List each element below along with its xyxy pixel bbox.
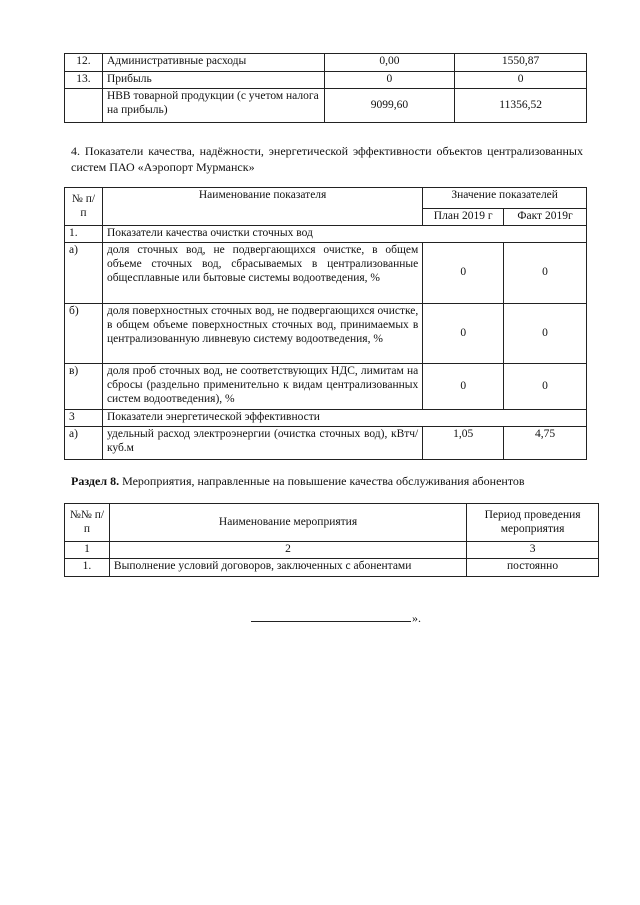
row-name: доля сточных вод, не подвергающихся очистке, в общем объеме сточных вод, сбрасываемых в централизованные общесплавные или бытовые системы водоотведения, % <box>102 243 422 304</box>
row-fact: 0 <box>504 304 587 364</box>
index-row <box>65 542 599 559</box>
col-header-plan: План 2019 г <box>423 209 504 226</box>
col-header-fact: Факт 2019г <box>504 209 587 226</box>
row-number: 12. <box>65 54 103 72</box>
measures-table <box>64 503 599 577</box>
row-number: а) <box>65 427 103 460</box>
table-header-row <box>65 188 587 209</box>
blank-line <box>251 611 411 622</box>
row-number: а) <box>65 243 103 304</box>
row-plan: 0 <box>324 72 455 89</box>
row-period: постоянно <box>467 558 599 576</box>
index-cell: 3 <box>467 542 599 559</box>
closing-line <box>251 611 421 625</box>
group-row <box>65 226 587 243</box>
row-plan: 0 <box>423 304 504 364</box>
table-row <box>65 304 587 364</box>
row-plan: 9099,60 <box>324 89 455 123</box>
group-number: 3 <box>65 410 103 427</box>
row-fact: 11356,52 <box>455 89 587 123</box>
row-name: доля поверхностных сточных вод, не подвергающихся очистке, в общем объеме поверхностных сточных вод, принимаемых в централизованную ливневую систему водоотведения, % <box>102 304 422 364</box>
section-8-label: Раздел 8. <box>71 474 120 488</box>
row-name: НВВ товарной продукции (с учетом налога на прибыль) <box>102 89 324 123</box>
row-number: б) <box>65 304 103 364</box>
col-header-number: №№ п/п <box>65 504 110 542</box>
row-plan: 1,05 <box>423 427 504 460</box>
row-name: Выполнение условий договоров, заключенных с абонентами <box>109 558 466 576</box>
row-number <box>65 89 103 123</box>
table-row <box>65 72 587 89</box>
row-name: удельный расход электроэнергии (очистка сточных вод), кВтч/куб.м <box>102 427 422 460</box>
table-row <box>65 558 599 576</box>
group-title: Показатели качества очистки сточных вод <box>102 226 586 243</box>
row-fact: 0 <box>504 364 587 410</box>
index-cell: 2 <box>109 542 466 559</box>
table-row <box>65 54 587 72</box>
row-fact: 1550,87 <box>455 54 587 72</box>
row-name: доля проб сточных вод, не соответствующих НДС, лимитам на сбросы (раздельно применительно к видам централизованных систем водоотведения), % <box>102 364 422 410</box>
row-plan: 0 <box>423 364 504 410</box>
row-name: Прибыль <box>102 72 324 89</box>
table-header-row <box>65 504 599 542</box>
col-header-values: Значение показателей <box>423 188 587 209</box>
indicators-table <box>64 187 587 460</box>
table-row <box>65 364 587 410</box>
col-header-name: Наименование мероприятия <box>109 504 466 542</box>
row-plan: 0 <box>423 243 504 304</box>
group-number: 1. <box>65 226 103 243</box>
closing-quote: ». <box>412 611 421 625</box>
row-name: Административные расходы <box>102 54 324 72</box>
group-title: Показатели энергетической эффективности <box>102 410 586 427</box>
table-row <box>65 89 587 123</box>
row-plan: 0,00 <box>324 54 455 72</box>
row-fact: 0 <box>455 72 587 89</box>
row-number: 13. <box>65 72 103 89</box>
col-header-number: № п/п <box>65 188 103 226</box>
section-4-heading: 4. Показатели качества, надёжности, энергетической эффективности объектов централизованных систем ПАО «Аэропорт Мурманск» <box>71 144 583 174</box>
table-row <box>65 427 587 460</box>
section-8-title: Мероприятия, направленные на повышение качества обслуживания абонентов <box>122 474 525 488</box>
group-row <box>65 410 587 427</box>
col-header-period: Период проведения мероприятия <box>467 504 599 542</box>
row-number: в) <box>65 364 103 410</box>
row-fact: 0 <box>504 243 587 304</box>
index-cell: 1 <box>65 542 110 559</box>
row-fact: 4,75 <box>504 427 587 460</box>
section-8-heading <box>71 474 601 488</box>
col-header-name: Наименование показателя <box>102 188 422 226</box>
row-number: 1. <box>65 558 110 576</box>
table-row <box>65 243 587 304</box>
financial-table <box>64 53 587 123</box>
